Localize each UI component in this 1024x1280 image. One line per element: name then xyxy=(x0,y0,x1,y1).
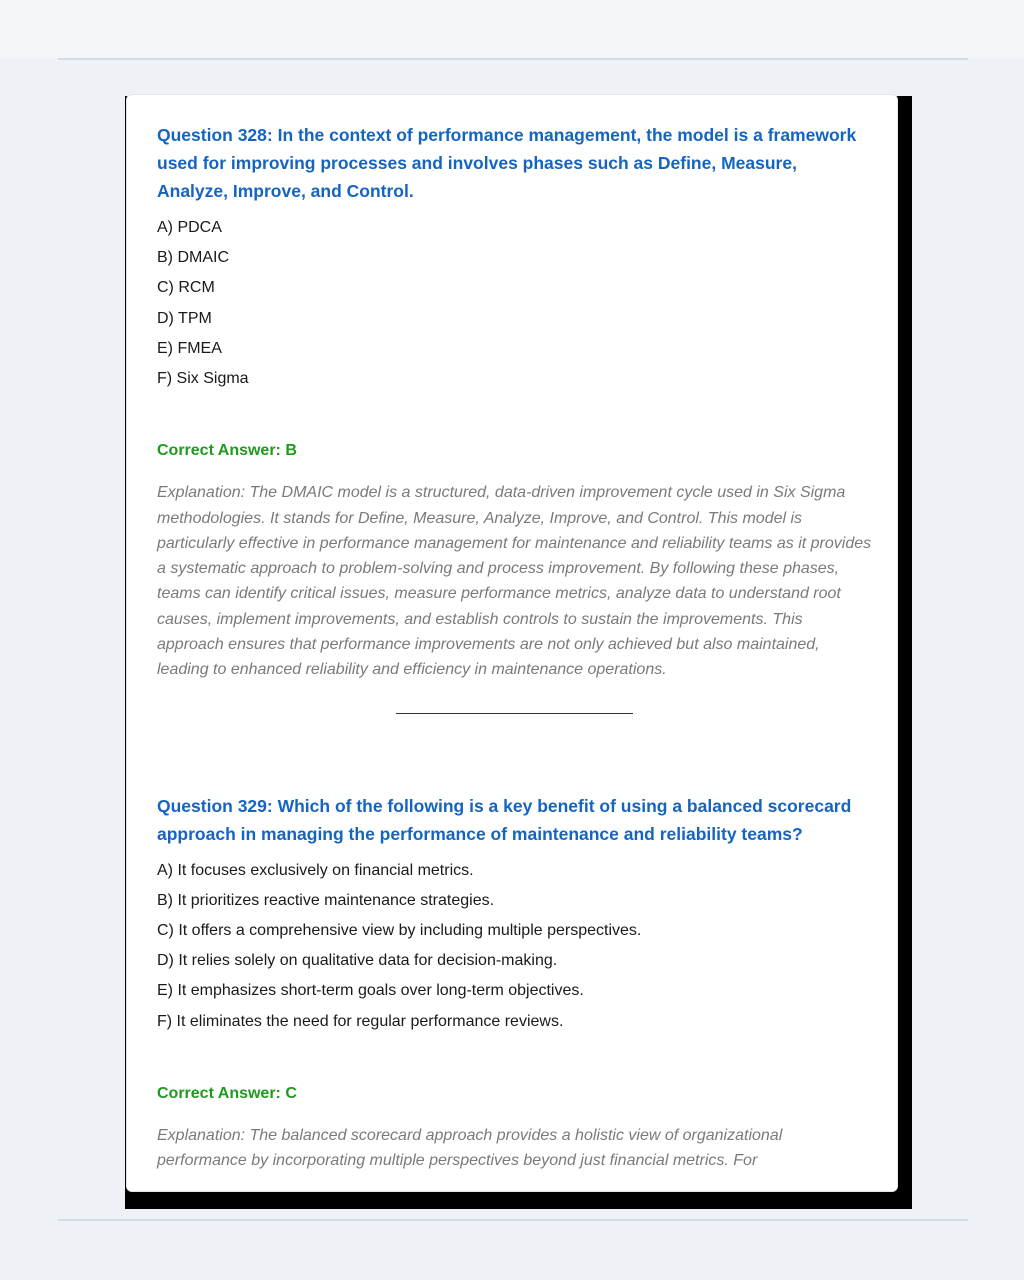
option-f: F) It eliminates the need for regular performance reviews. xyxy=(157,1012,564,1030)
correct-answer: Correct Answer: B xyxy=(157,442,297,460)
option-d: D) It relies solely on qualitative data for decision-making. xyxy=(157,952,558,970)
top-divider xyxy=(58,58,968,60)
option-e: E) It emphasizes short-term goals over long-term objectives. xyxy=(157,982,584,1000)
document-card xyxy=(126,94,898,1192)
option-b: B) DMAIC xyxy=(157,249,229,267)
option-d: D) TPM xyxy=(157,309,212,327)
question-block-329 xyxy=(157,792,872,1174)
explanation-text: Explanation: The balanced scorecard approach provides a holistic view of organizational performance by incorporating multiple perspectives beyond just financial metrics. For xyxy=(157,1126,783,1170)
question-text: Question 329: Which of the following is a key benefit of using a balanced scorecard approach in managing the performance of maintenance and reliability teams? xyxy=(157,795,852,844)
question-text: Question 328: In the context of performance management, the model is a framework used for improving processes and involves phases such as Define, Measure, Analyze, Improve, and Control. xyxy=(157,125,857,201)
correct-answer: Correct Answer: C xyxy=(157,1084,297,1102)
option-f: F) Six Sigma xyxy=(157,370,249,388)
answer-options xyxy=(157,856,872,1037)
card-content xyxy=(157,121,872,1173)
page-top-band xyxy=(0,0,1024,58)
answer-options xyxy=(157,213,872,394)
bottom-divider xyxy=(58,1219,968,1221)
question-block-328 xyxy=(157,121,872,714)
option-e: E) FMEA xyxy=(157,339,222,357)
option-c: C) It offers a comprehensive view by including multiple perspectives. xyxy=(157,922,642,939)
option-a: A) PDCA xyxy=(157,219,222,236)
option-a: A) It focuses exclusively on financial metrics. xyxy=(157,861,474,879)
question-separator xyxy=(396,713,633,714)
option-b: B) It prioritizes reactive maintenance strategies. xyxy=(157,891,495,909)
option-c: C) RCM xyxy=(157,279,215,297)
explanation-text: Explanation: The DMAIC model is a structured, data-driven improvement cycle used in Six Sigma methodologies. It stands for Define, Measure, Analyze, Improve, and Control. This model is particularly effective in performance management for maintenance and reliability teams as it provides a systematic approach to problem-solving and process improvement. By following these phases, teams can identify critical issues, measure performance metrics, analyze data to understand root causes, implement improvements, and establish controls to sustain the improvements. This approach ensures that performance improvements are not only achieved but also maintained, leading to enhanced reliability and efficiency in maintenance operations. xyxy=(157,484,872,679)
